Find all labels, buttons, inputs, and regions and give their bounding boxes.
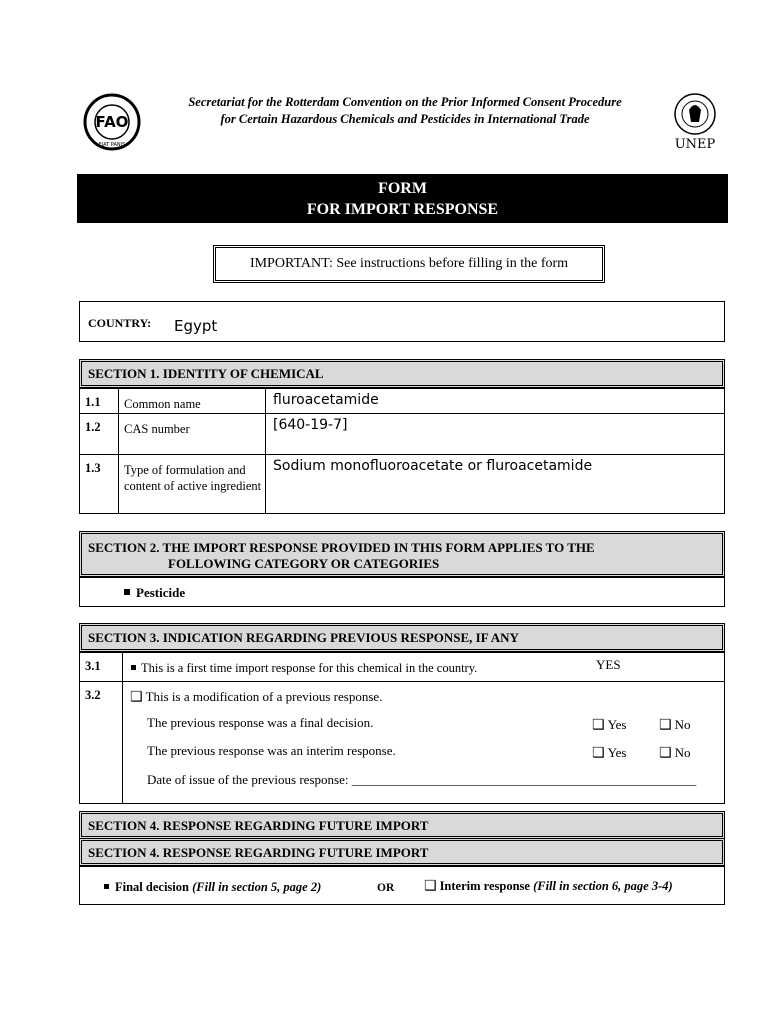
date-of-issue-field[interactable]: Date of issue of the previous response: _____________________________________________________ [147,772,697,787]
row-1-1-num: 1.1 [79,388,119,414]
final-no-option[interactable] [659,717,690,733]
yes-label: Yes [607,717,627,732]
empty-checkbox-icon: ❑ [659,717,672,733]
final-decision-option[interactable] [104,880,321,895]
fao-logo [83,93,141,151]
form-title-bar [77,174,728,223]
empty-checkbox-icon: ❑ [592,717,605,733]
section-3-heading: SECTION 3. INDICATION REGARDING PREVIOUS RESPONSE, IF ANY [79,623,725,652]
section-3-table [79,652,725,804]
secretariat-header [150,94,660,128]
checked-bullet-icon [131,665,136,670]
country-label: COUNTRY: [88,316,152,330]
section-2-body [79,577,725,607]
modification-text: This is a modification of a previous response. [145,689,383,704]
empty-checkbox-icon: ❑ [424,878,437,894]
section-1-table [79,388,725,514]
checked-bullet-icon [124,589,130,595]
interim-yes-option[interactable] [592,745,626,761]
modification-option[interactable] [130,689,382,705]
row-3-2-num: 3.2 [79,681,123,804]
unep-logo [667,90,723,152]
row-1-3-num: 1.3 [79,454,119,514]
section-4-body [79,866,725,905]
final-decision-label: Final decision [115,880,189,894]
interim-response-label: Interim response [439,879,530,893]
first-time-response[interactable] [131,661,477,676]
interim-response-option[interactable] [424,878,673,894]
form-title-line-1: FORM [378,180,427,197]
interim-response-text: The previous response was an interim response. [147,743,396,758]
header-line-1: Secretariat for the Rotterdam Convention on the Prior Informed Consent Procedure [188,95,622,109]
important-notice: IMPORTANT: See instructions before filling in the form [213,245,605,283]
final-decision-text: The previous response was a final decision. [147,715,374,730]
row-1-2-label: CAS number [118,413,266,455]
final-decision-note: (Fill in section 5, page 2) [192,880,322,894]
formulation-value[interactable]: Sodium monofluoroacetate or fluroacetamide [265,454,725,514]
svg-text:FIAT PANIS: FIAT PANIS [98,142,126,148]
cas-number-value[interactable]: [640-19-7] [265,413,725,455]
country-value[interactable]: Egypt [174,317,218,335]
empty-checkbox-icon: ❑ [659,745,672,761]
final-yes-option[interactable] [592,717,626,733]
common-name-value[interactable]: fluroacetamide [265,388,725,414]
no-label: No [674,745,691,760]
yes-label: Yes [607,745,627,760]
no-label: No [674,717,691,732]
interim-response-note: (Fill in section 6, page 3-4) [533,879,673,893]
country-box [79,301,725,342]
header-line-2: for Certain Hazardous Chemicals and Pesticides in International Trade [220,112,590,126]
section-2-heading-line-2: FOLLOWING CATEGORY OR CATEGORIES [168,556,440,571]
row-1-3-label: Type of formulation and content of active ingredient [118,454,266,514]
section-2-heading [79,531,725,577]
empty-checkbox-icon: ❑ [592,745,605,761]
empty-checkbox-icon: ❑ [130,689,143,705]
first-time-answer: YES [596,657,621,672]
pesticide-label: Pesticide [136,585,186,600]
form-title-line-2: FOR IMPORT RESPONSE [306,201,499,218]
row-3-2-body [122,681,725,804]
checked-bullet-icon [104,884,109,889]
section-1-heading: SECTION 1. IDENTITY OF CHEMICAL [79,359,725,388]
section-2-heading-line-1: SECTION 2. THE IMPORT RESPONSE PROVIDED IN THIS FORM APPLIES TO THE [88,540,595,555]
section-4-heading: SECTION 4. RESPONSE REGARDING FUTURE IMPORT [79,811,725,839]
interim-no-option[interactable] [659,745,690,761]
row-1-2-num: 1.2 [79,413,119,455]
or-label: OR [377,882,395,894]
row-3-1-num: 3.1 [79,652,123,682]
svg-text:FAO: FAO [95,113,129,131]
row-1-1-label: Common name [118,388,266,414]
section-4-heading-repeat: SECTION 4. RESPONSE REGARDING FUTURE IMPORT [79,838,725,866]
pesticide-category[interactable] [124,585,185,601]
first-time-response-text: This is a first time import response for this chemical in the country. [141,661,478,675]
svg-text:UNEP: UNEP [674,137,716,152]
row-3-1-body [122,652,725,682]
